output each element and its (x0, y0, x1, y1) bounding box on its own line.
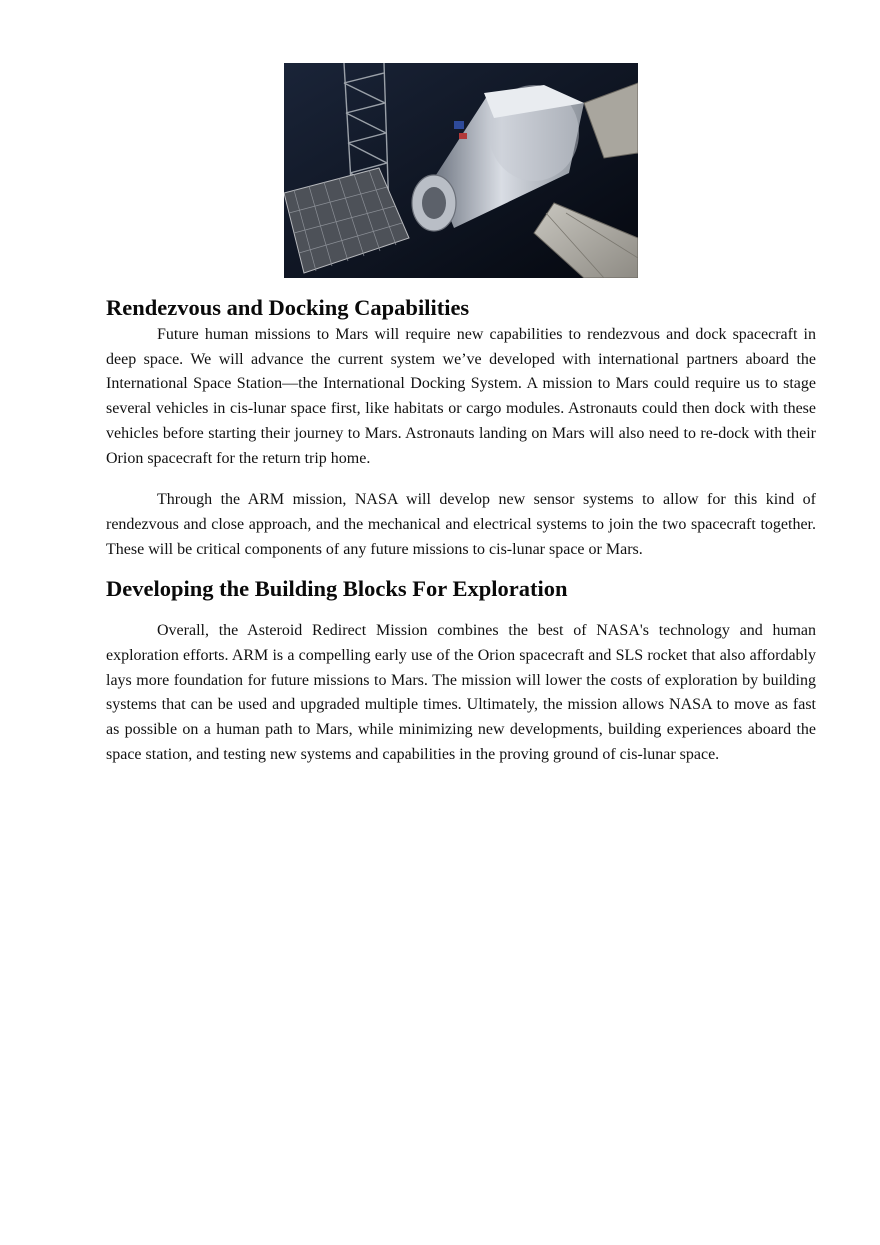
spacecraft-docking-figure (284, 63, 638, 278)
paragraph-building-blocks-1: Overall, the Asteroid Redirect Mission combines the best of NASA's technology and human exploration efforts. ARM is a compelling early use of the Orion spacecraft and SLS rocket that also affordably lays more foundation for future missions to Mars. The mission will lower the costs of exploration by building systems that can be used and upgraded multiple times. Ultimately, the mission allows NASA to move as fast as possible on a human path to Mars, while minimizing new developments, building experiences aboard the space station, and testing new systems and capabilities in the proving ground of cis-lunar space. (106, 622, 816, 763)
paragraph-rendezvous-1: Future human missions to Mars will require new capabilities to rendezvous and dock spacecraft in deep space. We will advance the current system we’ve developed with international partners aboard the International Space Station—the International Docking System. A mission to Mars could require us to stage several vehicles in cis-lunar space first, like habitats or cargo modules. Astronauts could then dock with these vehicles before starting their journey to Mars. Astronauts landing on Mars will also need to re-dock with their Orion spacecraft for the return trip home. (106, 326, 816, 467)
paragraph-rendezvous-2: Through the ARM mission, NASA will develop new sensor systems to allow for this kind of rendezvous and close approach, and the mechanical and electrical systems to join the two spacecraft together. These will be critical components of any future missions to cis-lunar space or Mars. (106, 491, 816, 558)
spacecraft-docking-illustration (284, 63, 638, 278)
article-body (106, 293, 816, 768)
section-heading-building-blocks: Developing the Building Blocks For Exploration (106, 576, 568, 602)
section-heading-rendezvous: Rendezvous and Docking Capabilities (106, 295, 470, 320)
